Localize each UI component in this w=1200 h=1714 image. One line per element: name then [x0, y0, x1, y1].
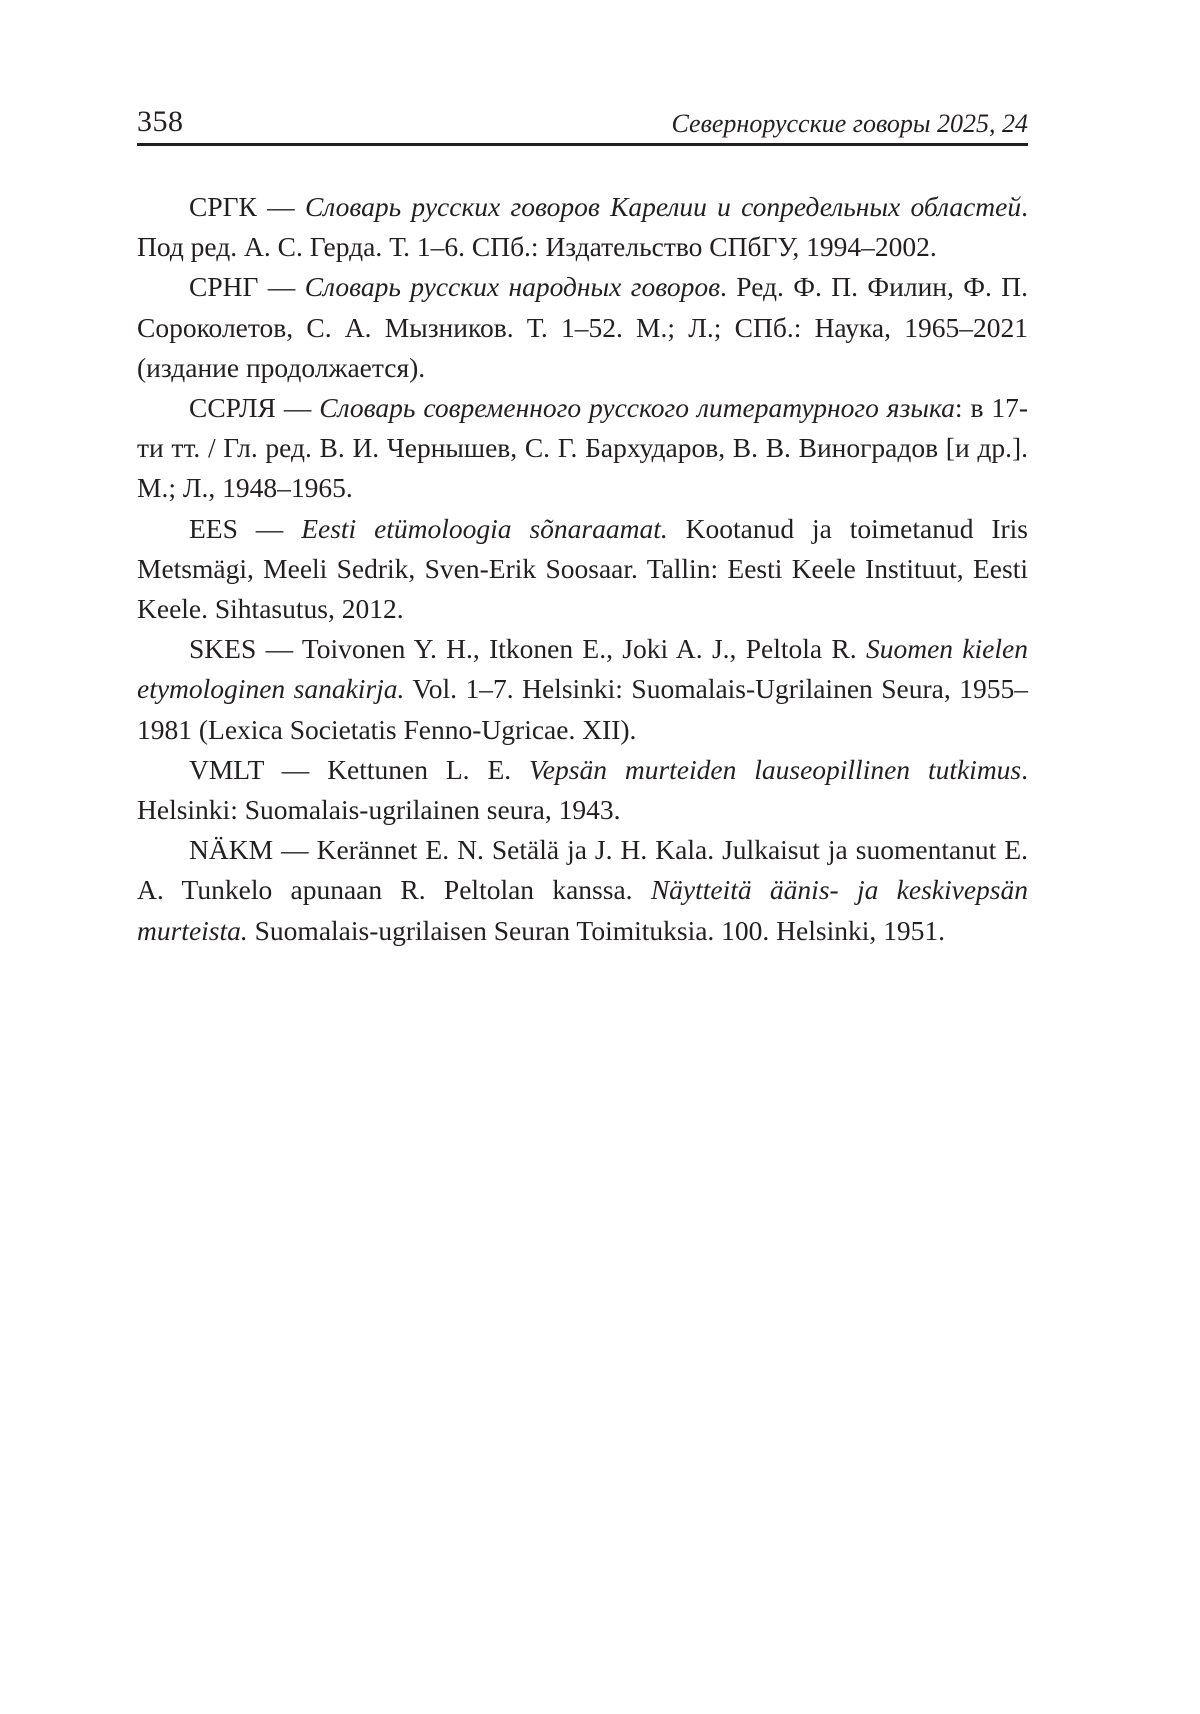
reference-abbreviation: VMLT	[189, 753, 264, 785]
reference-dash: —	[273, 834, 317, 866]
page-number: 358	[137, 105, 184, 138]
header-rule	[137, 143, 1028, 146]
reference-entry	[137, 830, 1028, 951]
reference-details: Vol. 1–7. Helsinki: Suomalais-Ugrilainen Seura, 1955–1981 (Lexica Societatis Fenno-Ugricae. XII).	[137, 673, 1028, 745]
running-head	[137, 104, 1028, 144]
reference-dash: —	[256, 633, 302, 665]
reference-authors: Toivonen Y. H., Itkonen E., Joki A. J., Peltola R.	[301, 633, 866, 665]
reference-title: Eesti etümoloogia sõnaraamat.	[301, 512, 668, 544]
reference-details: Kootanud ja toimetanud Iris Metsmägi, Meeli Sedrik, Sven-Erik Soosaar. Tallin: Eesti Keele Instituut, Eesti Keele. Sihtasutus, 2012.	[137, 512, 1028, 625]
reference-dash: —	[237, 512, 302, 544]
reference-authors: Kettunen L. E.	[327, 753, 530, 785]
reference-details: . Helsinki: Suomalais-ugrilainen seura, 1943.	[137, 753, 1029, 826]
reference-abbreviation: СРНГ	[189, 271, 259, 303]
reference-authors: Kerännet E. N. Setälä ja J. H. Kala. Julkaisut ja suomentanut E. A. Tunkelo apunaan R. Peltolan kanssa.	[137, 834, 1029, 906]
reference-entry	[137, 509, 1028, 630]
reference-title: Näytteitä äänis- ja keskivepsän murteista.	[137, 874, 1028, 946]
reference-title: Vepsän murteiden lauseopillinen tutkimus	[529, 753, 1022, 785]
reference-abbreviation: EES	[189, 512, 238, 544]
reference-title: Suomen kielen etymologinen sanakirja.	[137, 633, 1028, 705]
reference-abbreviation: ССРЛЯ	[189, 392, 276, 424]
reference-dash: —	[256, 191, 305, 222]
references-list	[137, 187, 1028, 951]
reference-title: Словарь русских народных говоров	[304, 271, 721, 303]
reference-dash: —	[275, 392, 320, 424]
reference-dash: —	[258, 271, 305, 303]
reference-abbreviation: СРГК	[189, 191, 257, 222]
reference-entry	[137, 388, 1028, 509]
reference-abbreviation: SKES	[189, 633, 257, 665]
reference-entry	[137, 187, 1028, 267]
reference-details: . Ред. Ф. П. Филин, Ф. П. Сороколетов, С. А. Мызников. Т. 1–52. М.; Л.; СПб.: Наука, 1965–2021 (издание продолжается).	[137, 271, 1028, 383]
reference-details: . Под ред. А. С. Герда. Т. 1–6. СПб.: Издательство СПбГУ, 1994–2002.	[137, 191, 1028, 263]
reference-entry	[137, 750, 1028, 830]
reference-entry	[137, 267, 1028, 388]
reference-details: : в 17-ти тт. / Гл. ред. В. И. Чернышев, С. Г. Бархударов, В. В. Виноградов [и др.]. М.; Л., 1948–1965.	[137, 392, 1028, 504]
journal-title: Севернорусские говоры 2025, 24	[671, 109, 1028, 138]
reference-entry	[137, 629, 1028, 750]
reference-dash: —	[263, 753, 328, 785]
reference-abbreviation: NÄKM	[189, 834, 274, 866]
reference-details: Suomalais-ugrilaisen Seuran Toimituksia. 100. Helsinki, 1951.	[247, 914, 945, 946]
reference-title: Словарь современного русского литературного языка	[319, 392, 955, 424]
reference-title: Словарь русских говоров Карелии и сопредельных областей	[304, 191, 1022, 222]
